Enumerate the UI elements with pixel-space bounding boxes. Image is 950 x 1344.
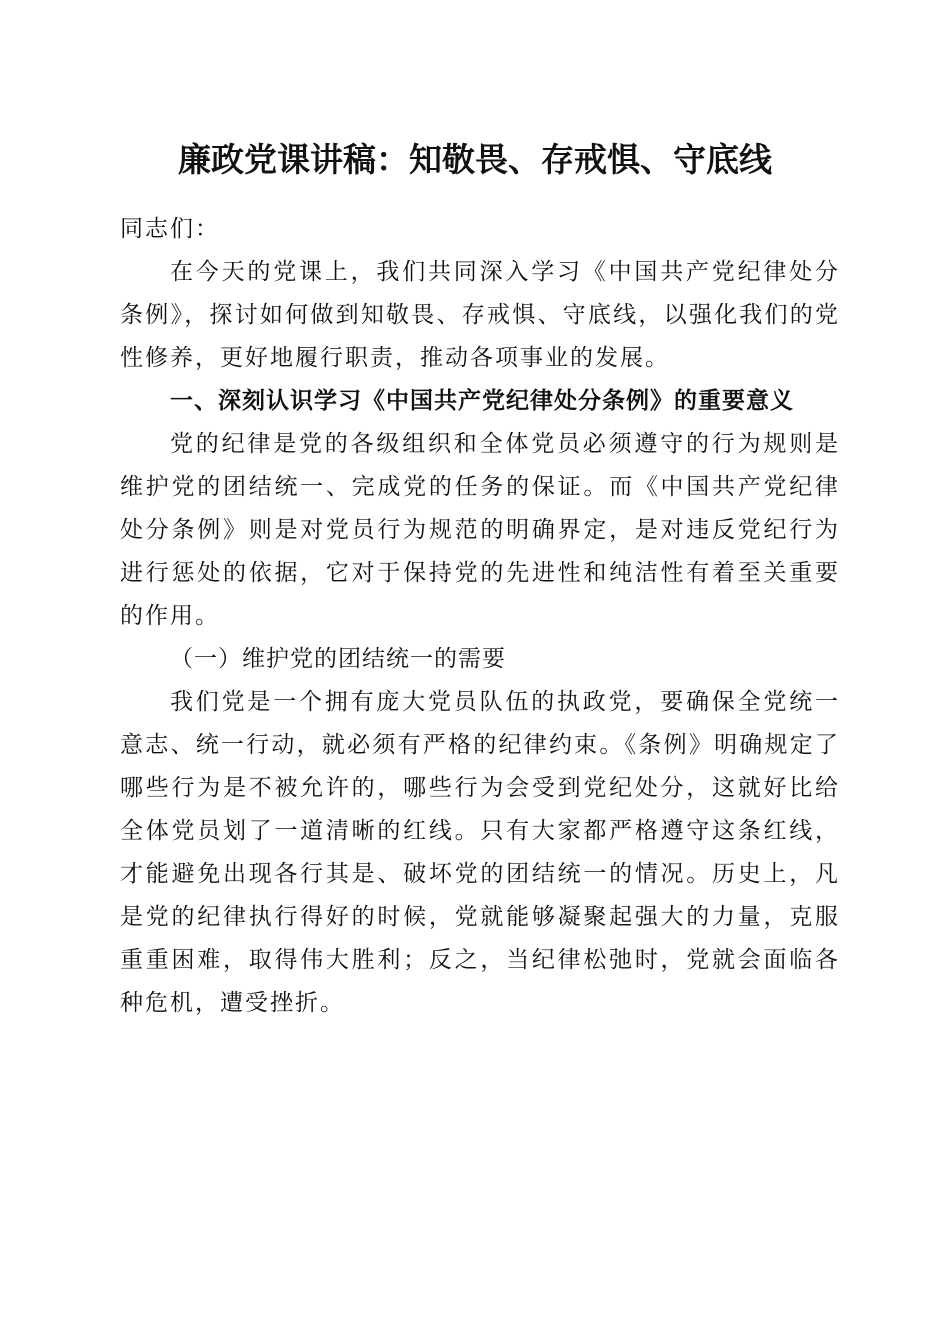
subsection-paragraph: 我们党是一个拥有庞大党员队伍的执政党，要确保全党统一意志、统一行动，就必须有严格的纪律约束。《条例》明确规定了哪些行为是不被允许的，哪些行为会受到党纪处分，这就好比给全体党员划了一道清晰的红线。只有大家都严格遵守这条红线，才能避免出现各行其是、破坏党的团结统一的情况。历史上，凡是党的纪律执行得好的时候，党就能够凝聚起强大的力量，克服重重困难，取得伟大胜利；反之，当纪律松弛时，党就会面临各种危机，遭受挫折。 xyxy=(120,689,840,1016)
document-body xyxy=(120,208,840,1025)
intro-paragraph: 在今天的党课上，我们共同深入学习《中国共产党纪律处分条例》，探讨如何做到知敬畏、存戒惧、守底线，以强化我们的党性修养，更好地履行职责，推动各项事业的发展。 xyxy=(120,259,840,371)
salutation: 同志们： xyxy=(120,216,220,242)
section-paragraph: 党的纪律是党的各级组织和全体党员必须遵守的行为规则是维护党的团结统一、完成党的任务的保证。而《中国共产党纪律处分条例》则是对党员行为规范的明确界定，是对违反党纪行为进行惩处的依据，它对于保持党的先进性和纯洁性有着至关重要的作用。 xyxy=(120,431,840,629)
section-heading: 一、深刻认识学习《中国共产党纪律处分条例》的重要意义 xyxy=(170,388,794,414)
subsection-heading: （一）维护党的团结统一的需要 xyxy=(170,646,506,672)
document-title: 廉政党课讲稿：知敬畏、存戒惧、守底线 xyxy=(178,140,772,179)
